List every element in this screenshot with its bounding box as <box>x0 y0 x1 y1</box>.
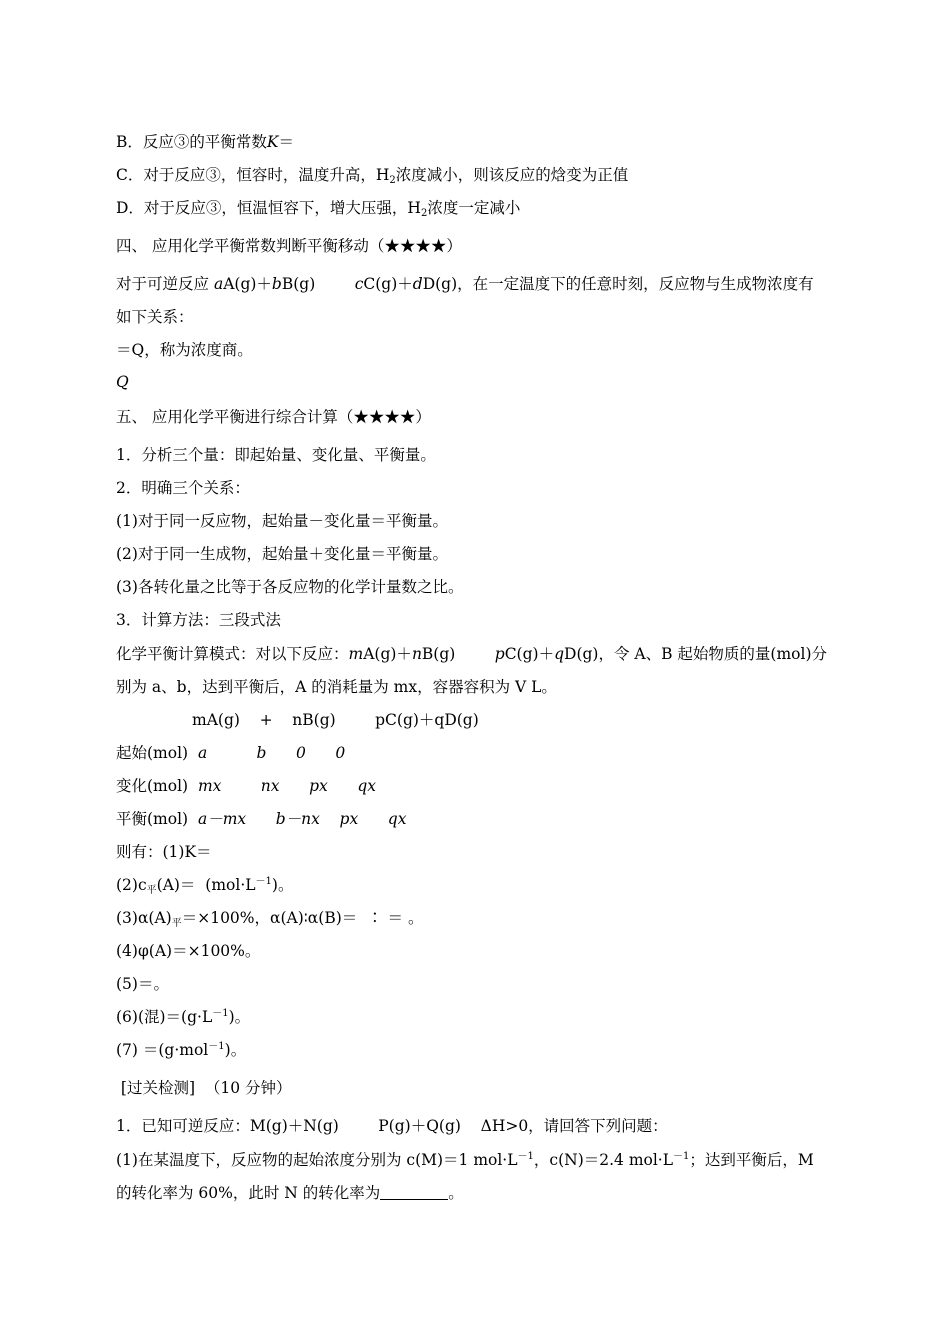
calc-mode-line-2: 别为 a、b，达到平衡后，A 的消耗量为 mx，容器容积为 V L。 <box>116 678 557 696</box>
section-4-paragraph-2: 如下关系： <box>116 308 194 326</box>
formula-5: (5)＝。 <box>116 975 169 993</box>
question-1-part-1-line-2: 的转化率为 60%，此时 N 的转化率为 。 <box>116 1184 464 1202</box>
formula-7: (7) ＝(g·mol$^{-1}$)。 <box>116 1041 247 1059</box>
answer-blank[interactable] <box>380 1185 448 1200</box>
question-1-part-1-line-1: (1)在某温度下，反应物的起始浓度分别为 c(M)＝1 $mol\cdot L^{-1}$，c(N)＝2.4 $mol\cdot L^{-1}$；达到平衡后，M <box>116 1151 814 1169</box>
section-5-item-3: 3．计算方法：三段式法 <box>116 611 281 629</box>
section-5-title: 五、 应用化学平衡进行综合计算（★★★★） <box>116 408 431 426</box>
formula-4: (4)φ(A)＝×100%。 <box>116 942 261 960</box>
calc-mode-line-1: 化学平衡计算模式：对以下反应：mA(g)＋nB(g) pC(g)＋qD(g)，令 A、B 起始物质的量(mol)分 <box>116 645 827 663</box>
section-5-item-2: 2．明确三个关系： <box>116 479 250 497</box>
check-title: [过关检测] （10 分钟） <box>116 1079 292 1097</box>
formula-3: $(3)\alpha(A)_平=\times 100\%$，α(A)∶α(B)＝ ∶ ＝ 。 <box>116 909 424 929</box>
question-1: 1．已知可逆反应：M(g)＋N(g) P(g)＋Q(g) ΔH>0，请回答下列问题： <box>116 1117 668 1135</box>
section-4-q: Q <box>116 373 129 391</box>
section-4-paragraph-3: ＝Q，称为浓度商。 <box>116 341 253 359</box>
row-start: 起始(mol) a b 0 0 <box>116 744 346 762</box>
option-b: B．反应③的平衡常数K＝ <box>116 133 295 151</box>
reaction-equation-row: mA(g) + nB(g) pC(g)＋qD(g) <box>192 711 479 729</box>
option-d: D．对于反应③，恒温恒容下，增大压强，$H_2$浓度一定减小 <box>116 199 521 219</box>
section-5-item-2-3: (3)各转化量之比等于各反应物的化学计量数之比。 <box>116 578 464 596</box>
formula-2: $(2)c_平(A)= (mol\cdot L^{-1})$。 <box>116 876 294 896</box>
option-c: C．对于反应③，恒容时，温度升高，$H_2$浓度减小，则该反应的焓变为正值 <box>116 166 629 186</box>
formula-1: 则有：(1)K＝ <box>116 843 212 861</box>
section-4-title: 四、 应用化学平衡常数判断平衡移动（★★★★） <box>116 237 462 255</box>
section-5-item-2-1: (1)对于同一反应物，起始量－变化量＝平衡量。 <box>116 512 448 530</box>
section-5-item-1: 1．分析三个量：即起始量、变化量、平衡量。 <box>116 446 436 464</box>
row-change: 变化(mol) mx nx px qx <box>116 777 376 795</box>
section-4-paragraph-1: 对于可逆反应 aA(g)＋bB(g) cC(g)＋dD(g)，在一定温度下的任意时刻，反应物与生成物浓度有 <box>116 275 814 293</box>
formula-6: (6)(混)$=(g\cdot L^{-1})$。 <box>116 1008 251 1026</box>
row-equilibrium: 平衡(mol) a－mx b－nx px qx <box>116 810 407 828</box>
section-5-item-2-2: (2)对于同一生成物，起始量＋变化量＝平衡量。 <box>116 545 448 563</box>
